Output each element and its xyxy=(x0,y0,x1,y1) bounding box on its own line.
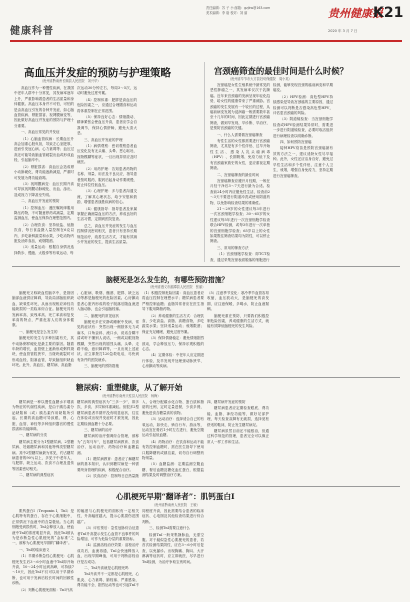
paragraph: 二、TnI升高就是心肌梗死吗 xyxy=(84,566,129,571)
paragraph: （3）心理护理：多与患者沟通交流，了解其心理状态，给予安慰和鼓励，增强患者战胜疾病的信心。 xyxy=(77,189,137,205)
cervical-column xyxy=(273,83,333,265)
diabetes-column xyxy=(77,400,139,482)
paragraph: （1）控制血压：遵医嘱规律服用降压药物，不可随意停药或减量，定期监测血压，使血压保持在理想范围内。 xyxy=(14,205,74,221)
infarction-byline: （贵州省遵义市湄潭县人民医院 张丽） xyxy=(148,285,206,289)
paragraph: 一、TnI的临床意义 xyxy=(19,547,50,552)
infarction-column xyxy=(12,291,74,373)
troponin-column xyxy=(142,509,204,594)
paragraph: （3）评估预后：急性冠脉综合征患者TnI升高提示发生心血管不良事件的风险增加，可作为危险分层的重要指标。 xyxy=(77,526,139,542)
paragraph: 宫颈癌筛查应避开月经期，一般在月经干净后3～7天进行最为合适。检查前24小时内应避免性生活，检查前2～3天不要进行阴道冲洗或使用阴道药物，以免影响检查结果的准确性。 xyxy=(210,178,270,205)
infarction-column xyxy=(77,291,139,373)
paragraph: 三、常用的筛查方法 xyxy=(217,245,249,250)
paragraph: （4）控制体重：肥胖是高血压的危险因素之一，应通过合理膳食和运动将体重控制在正常范围。 xyxy=(77,97,137,113)
paragraph: 三、脑梗死的预防措施 xyxy=(84,364,119,369)
diabetes-column xyxy=(142,400,204,482)
paragraph: （4）定期体检：中老年人应定期进行体检，及早发现并处理颈动脉狭窄、心房颤动等疾病。 xyxy=(142,353,204,369)
diabetes-title: 糖尿病：重塑健康，从了解开始 xyxy=(76,383,183,392)
paragraph: 二、高血压并发症的预防 xyxy=(21,199,60,204)
diabetes-column xyxy=(12,400,74,482)
paragraph: 肌钙蛋白Ⅰ（Troponin Ⅰ，TnI）是心肌特有的蛋白，存在于心肌细胞中，正常情况下血液中的含量极低。当心肌细胞受到损伤时，TnI会释放入血，使血液中TnI的浓度明显升高，因此TnI被认为是诊断急性心肌梗死的“金标准”之一，被称为心肌梗死早期的“翻译者”。 xyxy=(12,509,74,546)
paragraph: （2）判断心肌梗死面积：TnI升高 xyxy=(19,587,73,592)
paragraph: 糖尿病患者应定期检查眼底、肾功能、血脂、神经功能等，做好足部护理，每天检查双脚有无破损，选择宽松舒适的鞋袜，防止发生糖尿病足。 xyxy=(207,406,269,427)
infarction-column xyxy=(337,291,399,373)
infarction-title: 脑梗死是怎么发生的，有哪些预防措施？ xyxy=(106,276,229,284)
paragraph: 三、高血压并发症的护理 xyxy=(84,137,123,142)
paragraph: 糖尿病的典型症状为“三多一少”，即多饮、多食、多尿和体重减轻。但很多2型糖尿病患者早期并没有明显症状，往往在体检或出现并发症时才被发现，因此定期检测血糖十分必要。 xyxy=(77,400,139,426)
paragraph: 、心脏病、吸烟、酗酒、肥胖、缺乏运动等都是脑梗死的危险因素。心房颤动患者心脏内形成的栓子脱落后随血流进入脑动脉，也会引起脑栓塞。 xyxy=(77,291,139,312)
paragraph: 糖尿病主要分为1型糖尿病、2型糖尿病、妊娠糖尿病和其他特殊类型糖尿病。其中2型糖尿病最为常见，约占糖尿病患者的90％以上，多见于中老年人，与肥胖、缺乏运动、饮食不合理及遗传等因素密切相关。 xyxy=(12,439,74,471)
paragraph: 三、检测TnI需要注意什么 xyxy=(149,526,190,531)
paragraph: 入，合理分配碳水化合物、蛋白质和脂肪的比例，定时定量进餐，少食多餐，避免进食含糖量高的食物。 xyxy=(142,400,204,415)
paragraph: 同程度升高，因此需要结合患者的临床症状、心电图及其他检查结果进行综合判断。 xyxy=(142,509,204,524)
paragraph: 次运动30分钟左右，每周3～5次，运动时避免过度劳累。 xyxy=(77,86,137,96)
paragraph: 脑梗死的发生与多种因素有关，其中动脉粥样硬化是最主要的原因。随着年龄的增长，血管壁上逐渐形成粥样斑块，使血管管腔狭窄，当斑块破裂时可形成血栓，阻塞血管，导致脑组织缺血坏死。此外，高血压、糖尿病、高血脂 xyxy=(12,336,74,368)
diabetes-column xyxy=(207,400,269,482)
diabetes-column xyxy=(272,400,334,482)
paragraph: 糖尿病虽然目前还不能根治，但通过科学规范的管理，患者完全可以像正常人一样工作和生活。 xyxy=(207,429,269,444)
hypertension-column xyxy=(14,86,74,262)
hypertension-byline: （贵州省黔南州长顺县人民医院 刘兴华） xyxy=(40,79,101,83)
hypertension-column xyxy=(140,86,200,262)
troponin-column xyxy=(77,509,139,594)
paragraph: （1）心脑血管疾病：长期血压升高会加重心脏负担，导致左心室肥厚，进而引发冠心病、心力衰竭等；血压过高还可能导致脑血管破裂出血或形成血栓，引起脑卒中。 xyxy=(14,136,74,163)
troponin-column xyxy=(272,509,334,594)
paragraph: （5）保持良好心态：情绪激动、精神紧张会使血压升高，患者应学会自我调节，保持心情舒畅，避免大喜大悲。 xyxy=(77,115,137,136)
paragraph: 接种HPV疫苗是预防宫颈癌最有效的方法之一，建议适龄女性尽早接种。此外，女性还应洁身自好，避免过早性生活和多个性伴侣，注意个人卫生，戒烟，增强自身免疫力，坚持定期进行宫颈癌筛查。 xyxy=(273,146,333,178)
paragraph: 有性生活的女性都需要进行宫颈癌筛查，尤其是有多个性伴侣、过早开始性生活、感染人乳头瘤病毒（HPV）、长期吸烟、免疫力低下及有宫颈癌家族史的女性，更应重视定期筛查。 xyxy=(210,139,270,171)
paragraph: （3）视网膜病变：血压长期升高可导致视网膜动脉硬化、出血、渗出，造成视力下降甚至失明。 xyxy=(14,181,74,197)
paragraph: （3）适量运动：根据自身情况选择散步、慢跑、太极拳等有氧运动，每 xyxy=(14,245,74,255)
troponin-column xyxy=(12,509,74,594)
paragraph: （2）合理饮食：坚持低盐、低脂饮食，每日食盐摄入量控制在6克以内，多吃新鲜蔬菜和水果，少吃动物内脏及油炸食品，戒烟限酒。 xyxy=(14,222,74,243)
page-header xyxy=(10,4,402,42)
section-divider xyxy=(12,486,400,487)
section-divider xyxy=(12,266,400,267)
troponin-byline: （贵州省黔南州人民医院 王敏） xyxy=(152,503,200,507)
paragraph: （3）保持情绪稳定：避免情绪剧烈波动，学会释放压力，保持乐观积极的心态。 xyxy=(142,336,204,352)
paragraph: 一、什么人需要做宫颈癌筛查 xyxy=(217,132,263,137)
paragraph: 二、糖尿病的典型症状 xyxy=(19,473,54,478)
paragraph: TnI升高并不一定都是心肌梗死，心肌炎、心力衰竭、肺栓塞、严重感染、肾功能不全、剧烈运动等也可引起TnI不 xyxy=(77,572,139,588)
paragraph: （1）积极控制危险因素：高血压患者应将血压控制在理想水平；糖尿病患者要严格控制血糖；血脂异常者应在医生指导下服用降脂药物。 xyxy=(142,291,204,312)
editor-info xyxy=(206,6,270,16)
diabetes-column xyxy=(337,400,399,482)
paragraph: 二、脑梗死的常见症状 xyxy=(84,313,119,318)
hypertension-column xyxy=(77,86,137,262)
meta-line: 责任编辑：苏 子 小 邮箱：gzjkw@163.com xyxy=(206,6,271,10)
diabetes-byline: （贵州省黔东南州天柱县人民医院 杨梅） xyxy=(100,394,161,398)
meta-line: 美术编辑：李 晗 校对：刘 丽 xyxy=(206,11,248,15)
paragraph: 脑梗死重在预防，只要我们积极控制危险因素，养成健康的生活方式，就能有效降低脑梗死的发生风险。 xyxy=(207,313,269,329)
paragraph: （2）养成健康的生活方式：合理饮食，少吃高盐、高脂、高糖食物，多吃蔬菜水果；坚持适量运动；戒烟限酒；保证充足睡眠，避免过度劳累。 xyxy=(142,313,204,334)
troponin-column xyxy=(207,509,269,594)
paragraph: 三、糖尿病的治疗 xyxy=(84,428,112,433)
paragraph: 糖尿病的治疗强调综合管理，被称为“五驾马车”，包括糖尿病教育、饮食治疗、运动治疗、药物治疗和血糖监测。 xyxy=(77,434,139,455)
paragraph: （1）糖尿病教育：患者应了解糖尿病的基本知识，认识到糖尿病是一种需要终身管理的疾病，积极配合治疗。 xyxy=(77,457,139,472)
paragraph: 脑梗死多在安静或睡眠中发病，常见的症状有：突然出现一侧肢体无力或麻木，口角歪斜、流口水，说话含糊不清或听不懂别人说话，一侧或双眼视物模糊，突然出现的剧烈头痛、头晕、走路不稳，意识障碍等。一旦出现上述症状，应立即拨打120急救电话，尽快到有条件的医院就诊。 xyxy=(77,320,139,362)
troponin-column xyxy=(337,509,399,594)
paragraph: 检测TnI一般采集静脉血，无需空腹。对于疑似急性心肌梗死的患者，若首次检测结果阴性，应在3～6小时后复查，以免漏诊。出现胸痛、胸闷、大汗淋漓等症状时，应立即就医，尽早进行TnI检测，为治疗争取宝贵时间。 xyxy=(142,532,204,564)
paragraph: 四、如何预防宫颈癌 xyxy=(280,140,312,145)
infarction-column xyxy=(142,291,204,373)
paragraph: 二、宫颈癌筛查的最佳时间 xyxy=(217,172,259,177)
paragraph: （4）健康指导：指导患者及家属掌握正确测量血压的方法，养成良好的生活习惯，定期到医院复查。 xyxy=(77,206,137,222)
paragraph: 检测，能够发现宫颈的癌前病变和早期癌变。 xyxy=(273,83,333,93)
page-number: K21 xyxy=(373,5,404,21)
paragraph: （5）注意季节变化：寒冷季节血管容易收缩，血压波动大，是脑梗死的高发期，应注意保暖，多喝水，防止血液黏稠。 xyxy=(207,291,269,312)
paragraph: 一、糖尿病的分类 xyxy=(19,433,47,438)
paragraph: （1）病情观察：密切观察患者血压变化及有无头痛、头晕、恶心呕吐、视物模糊等症状，一旦出现异常应及时就医。 xyxy=(77,144,137,165)
paragraph: （2）肾脏损害：高血压会造成肾小动脉硬化，肾功能逐渐减退，严重时可发展为肾功能衰竭。 xyxy=(14,164,74,180)
publication-date: 2020 年 3 月 7 日 xyxy=(328,29,358,33)
paragraph: （2）用药护理：告知患者药物的名称、剂量、用法及不良反应，指导患者按时服药，服药后起身动作要缓慢，防止体位性低血压。 xyxy=(77,166,137,187)
paragraph: 四、糖尿病并发症的预防 xyxy=(207,400,246,404)
paragraph: 脑梗死又称缺血性脑卒中，是指因脑部血液供应障碍，导致局部脑组织缺血、缺氧性坏死，从而出现相应神经功能缺损的一类临床综合征。脑梗死具有发病率高、致残率高、死亡率高和复发率高的特点，严重危害人们的身体健康。 xyxy=(12,291,74,328)
paragraph: 的幅度与心肌梗死的面积有一定相关性，升高幅度越大，提示心肌损伤范围越广。 xyxy=(77,509,139,524)
paragraph: （1）早期诊断急性心肌梗死：心肌梗死发生后3～6小时血液中TnI即开始升高，10～24小时达到高峰，可持续7～10天，因此TnI不仅可以用于早期诊断，也可用于发病后较长时间的回顾性诊断。 xyxy=(12,554,74,586)
column-divider xyxy=(204,62,205,262)
infarction-column xyxy=(207,291,269,373)
section-divider xyxy=(12,377,400,378)
hypertension-title: 高血压并发症的预防与护理策略 xyxy=(24,67,171,79)
paragraph: （4）药物治疗：在饮食和运动不能有效控制血糖时，需在医生指导下使用口服降糖药或胰岛素，切勿自行调整药物剂量。 xyxy=(142,439,204,461)
section-name: 健康科普 xyxy=(10,26,54,37)
troponin-title: 心肌梗死早期“翻译者”：肌钙蛋白Ⅰ xyxy=(116,492,235,501)
paragraph: 糖尿病是一种以慢性血糖水平增高为特征的代谢性疾病，是由于胰岛素分泌缺陷和（或）胰岛素作用缺陷所引起。长期的高血糖可导致眼、肾、心脏、血管、神经等多种组织器官的慢性损害和功能障碍。 xyxy=(12,400,74,432)
masthead-logo: 贵州健康报 xyxy=(328,7,383,20)
paragraph: （1）宫颈细胞学检查：即TCT检查，通过采集宫颈表面脱落的细胞进行 xyxy=(210,252,270,262)
paragraph: 一、脑梗死是怎么发生的 xyxy=(19,329,58,334)
paragraph: 总之，高血压并发症的发生与血压控制情况密切相关，患者只有坚持长期规范治疗，改善生活方式，才能有效减少并发症的发生，提高生活质量。 xyxy=(77,223,137,244)
paragraph: 高血压作为一种慢性疾病，在我国中老年人群中十分常见，其发病率逐年上升，严重影响着患者的生活质量和身体健康。高血压本身并不可怕，可怕的是由高血压引发的各种并发症，如心脑血管疾病、肾脏损害、视网膜病变等，因此做好高血压并发症的预防与护理十分重要。 xyxy=(14,86,74,128)
paragraph: （2）HPV检测：高危型HPV持续感染是导致宫颈癌的主要原因，通过检测可以判断是否感染高危型HPV，评估患宫颈癌的风险。 xyxy=(273,94,333,116)
cervical-column xyxy=(336,83,398,265)
cervical-column xyxy=(210,83,270,265)
paragraph: 一、高血压常见的并发症 xyxy=(21,130,60,135)
cervical-byline: （贵州省毕节市大方县妇幼保健院 周小英） xyxy=(228,77,292,81)
paragraph: （5）血糖监测：定期监测空腹血糖、餐后血糖及糖化血红蛋白，根据监测结果及时调整治疗方案。 xyxy=(142,462,204,478)
paragraph: （2）饮食治疗：控制每日总热量摄 xyxy=(84,474,139,479)
infarction-column xyxy=(272,291,334,373)
paragraph: （3）阴道镜检查：当宫颈细胞学检查或HPV检测结果异常时，需要进一步进行阴道镜检查，必要时取活组织进行病理检查以明确诊断。 xyxy=(273,117,333,138)
paragraph: （3）运动治疗：选择适合自己的有氧运动，如快走、骑自行车、游泳等，运动宜在餐后1小时左右进行，避免空腹运动引起低血糖。 xyxy=(142,417,204,438)
paragraph: （4）监测溶栓治疗效果：溶栓治疗成功后，血流再通，TnI会快速释放入血，出现早期峰值，可用于判断溶栓治疗是否成功。 xyxy=(77,543,139,564)
cervical-title: 宫颈癌筛查的最佳时间是什么时候？ xyxy=(214,66,348,76)
paragraph: 21～29岁的女性建议每3年进行一次宫颈细胞学检查；30～65岁的女性建议每5年进行一次宫颈细胞学检查联合HPV检测，或每3年进行一次单独的宫颈细胞学检查；65岁以上的女性如果既往筛查结果均为阴性，可以停止筛查。 xyxy=(210,206,270,244)
paragraph: 宫颈癌是女性生殖系统中最常见的恶性肿瘤之一，其发病率仅次于乳腺癌。近年来宫颈癌的发病呈现年轻化趋势，给女性的健康带来了严重威胁。宫颈癌的发生发展有一个较长的过程，从癌前病变发展为浸润癌一般需要数年甚至十几年的时间，因此定期进行宫颈癌筛查，做到早发现、早诊断、早治疗，是预防宫颈癌的关键。 xyxy=(210,83,270,131)
